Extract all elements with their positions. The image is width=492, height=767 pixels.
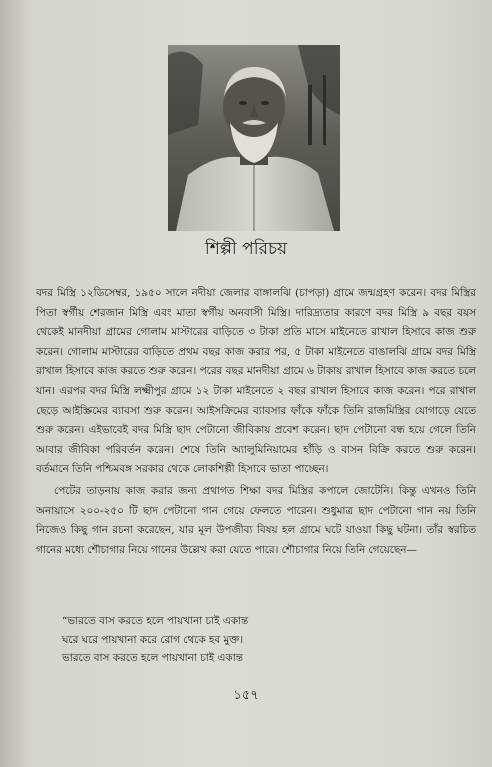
verse-line: “ভারতে বাস করতে হলে পায়খানা চাই একান্ত — [62, 615, 249, 627]
paragraph-2: পেটের তাড়নায় কাজ করার জন্য প্রথাগত শিক্ষা বদর মিস্ত্রির কপালে জোটেনি। কিন্তু এখনও তিনি অনায়াসে ২০০-২৫০ টি ছাদ পেটানো গান গেয়ে ফেলতে পারেন। শুধুমাত্র ছাদ পেটানো গান নয় তিনি নিজেও কিছু গান রচনা করেছেন, যার মূল উপজীব্য বিষয় হল গ্রামে ঘটে যাওয়া কিছু ঘটনা। তাঁর স্বরচিত গানের মধ্যে শৌচাগার নিয়ে গানের উল্লেখ করা যেতে পারে। শৌচাগার নিয়ে তিনি গেয়েছেন— — [36, 484, 476, 556]
caption-title: শিল্পী পরিচয় — [204, 239, 288, 259]
paragraph-1: বদর মিস্ত্রি ১২ডিসেম্বর, ১৯৫০ সালে নদীয়া জেলার বাঙ্গালঝি (চাপড়া) গ্রামে জন্মগ্রহণ করেন। বদর মিস্ত্রির পিতা স্বর্গীয় শেরজান মিস্ত্রি এবং মাতা স্বর্গীয় অনবাসী মিস্ত্রি। দারিদ্র্যতার কারণে বদর মিস্ত্রি ৯ বছর বয়স থেকেই মানদীয়া গ্রামের গোলাম মাস্টারের বাড়িতে ৩ টাকা প্রতি মাসে মাইনেতে রাখাল হিসাবে কাজ শুরু করেন। গোলাম মাস্টারের বাড়িতে প্রথম বছর কাজ করার পর, ৫ টাকা মাইনেতে বাঙালঝি গ্রামে বদর মিস্ত্রি রাখাল হিসাবে কাজ করতে শুরু করেন। পরের বছর মানদীয়া গ্রামে ৬ টাকায় রাখাল হিসাবে কাজ করতে চলে যান। এরপর বদর মিস্ত্রি লক্ষ্মীপুর গ্রামে ১২ টাকা মাইনেতে ২ বছর রাখাল হিসাবে কাজ করেন। পরে রাখাল ছেড়ে আইস্ক্রিমের ব্যাবসা শুরু করেন। আইসক্রিমের ব্যাবসার ফাঁকে ফাঁকে তিনি রাজমিস্ত্রির যোগাড়ে যেতে শুরু করেন। এইভাবেই বদর মিস্ত্রি ছাদ পেটানো জীবিকায় প্রবেশ করেন। ছাদ পেটানো বন্ধ হয়ে গেলে তিনি আবার জীবিকা পরিবর্তন করেন। শেষে তিনি অ্যালুমিনিয়ামের হাঁড়ি ও বাসন বিক্রি করতে শুরু করেন। বর্তমানে তিনি পশ্চিমবঙ্গ সরকার থেকে লোকশিল্পী হিসাবে ভাতা পাচ্ছেন। — [36, 287, 476, 476]
portrait-image — [168, 45, 340, 231]
body-text — [36, 284, 476, 560]
page-number: ১৫৭ — [233, 688, 259, 703]
verse-line: ঘরে ঘরে পায়খানা করে রোগ থেকে হব মুক্ত। — [62, 633, 244, 646]
song-verse — [62, 612, 462, 668]
verse-line: ভারতে বাস করতে হলে পায়খানা চাই একান্ত — [62, 652, 243, 664]
artist-portrait-photo — [168, 45, 340, 231]
